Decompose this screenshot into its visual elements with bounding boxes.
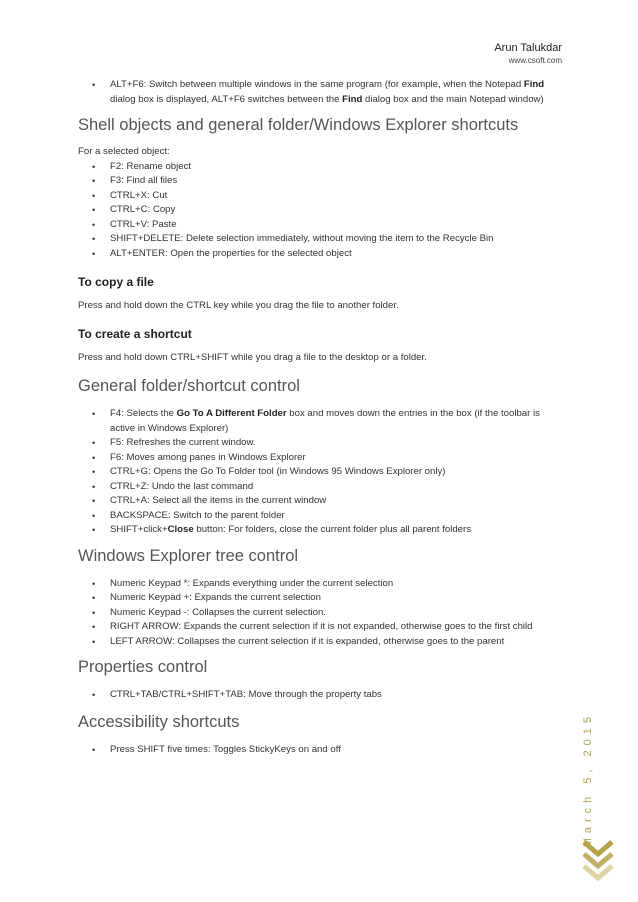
list-item: • CTRL+A: Select all the items in the current window [78,494,552,509]
shell-list [78,160,552,262]
subheading-create-shortcut: To create a shortcut [78,326,192,341]
list-item: • CTRL+V: Paste [78,218,552,233]
properties-list [78,688,552,703]
general-list [78,407,552,538]
section-title-shell: Shell objects and general folder/Windows Explorer shortcuts [78,116,519,134]
accessibility-list [78,743,552,758]
list-item: • F5: Refreshes the current window. [78,436,552,451]
section-title-tree: Windows Explorer tree control [78,546,299,565]
list-item: • BACKSPACE: Switch to the parent folder [78,509,552,524]
list-item: • CTRL+Z: Undo the last command [78,480,552,495]
section-title-general: General folder/shortcut control [78,377,300,395]
list-item: • CTRL+X: Cut [78,189,552,204]
subheading-copy-file: To copy a file [78,275,154,289]
list-item: • F3: Find all files [78,174,552,189]
tree-list [78,577,552,650]
list-item: • F6: Moves among panes in Windows Explorer [78,451,552,466]
list-item: • SHIFT+click+Close button: For folders, close the current folder plus all parent folders [78,523,552,538]
copy-file-text: Press and hold down the CTRL key while you drag the file to another folder. [78,300,399,311]
list-item: • LEFT ARROW: Collapses the current selection if it is expanded, otherwise goes to the parent [78,635,552,650]
list-item: • Numeric Keypad -: Collapses the current selection. [78,606,552,621]
list-item: • RIGHT ARROW: Expands the current selection if it is not expanded, otherwise goes to the first child [78,620,552,635]
header-author: Arun Talukdar [494,42,562,54]
section-title-accessibility: Accessibility shortcuts [78,712,240,731]
list-item: • SHIFT+DELETE: Delete selection immediately, without moving the item to the Recycle Bin [78,232,552,247]
list-item: • Press SHIFT five times: Toggles StickyKeys on and off [78,743,552,758]
list-item: • F4: Selects the Go To A Different Folder box and moves down the entries in the box (if the toolbar is active in Windows Explorer) [78,407,552,436]
list-item: • ALT+F6: Switch between multiple windows in the same program (for example, when the Notepad Find dialog box is displayed, ALT+F6 switches between the Find dialog box and the main Notepad window) [78,78,552,107]
intro-list [78,78,552,107]
list-item: • CTRL+TAB/CTRL+SHIFT+TAB: Move through the property tabs [78,688,552,703]
page-content [78,78,552,757]
list-item: • CTRL+G: Opens the Go To Folder tool (in Windows 95 Windows Explorer only) [78,465,552,480]
side-date: March 5, 2015 [582,712,594,848]
shell-intro: For a selected object: [78,146,170,157]
list-item: • Numeric Keypad *: Expands everything under the current selection [78,577,552,592]
list-item: • F2: Rename object [78,160,552,175]
list-item: • Numeric Keypad +: Expands the current selection [78,591,552,606]
create-shortcut-text: Press and hold down CTRL+SHIFT while you drag a file to the desktop or a folder. [78,351,427,363]
list-item: • CTRL+C: Copy [78,203,552,218]
chevron-down-icon [582,838,614,882]
header-website: www.csoft.com [508,56,562,65]
section-title-properties: Properties control [78,658,208,676]
list-item: • ALT+ENTER: Open the properties for the selected object [78,247,552,262]
